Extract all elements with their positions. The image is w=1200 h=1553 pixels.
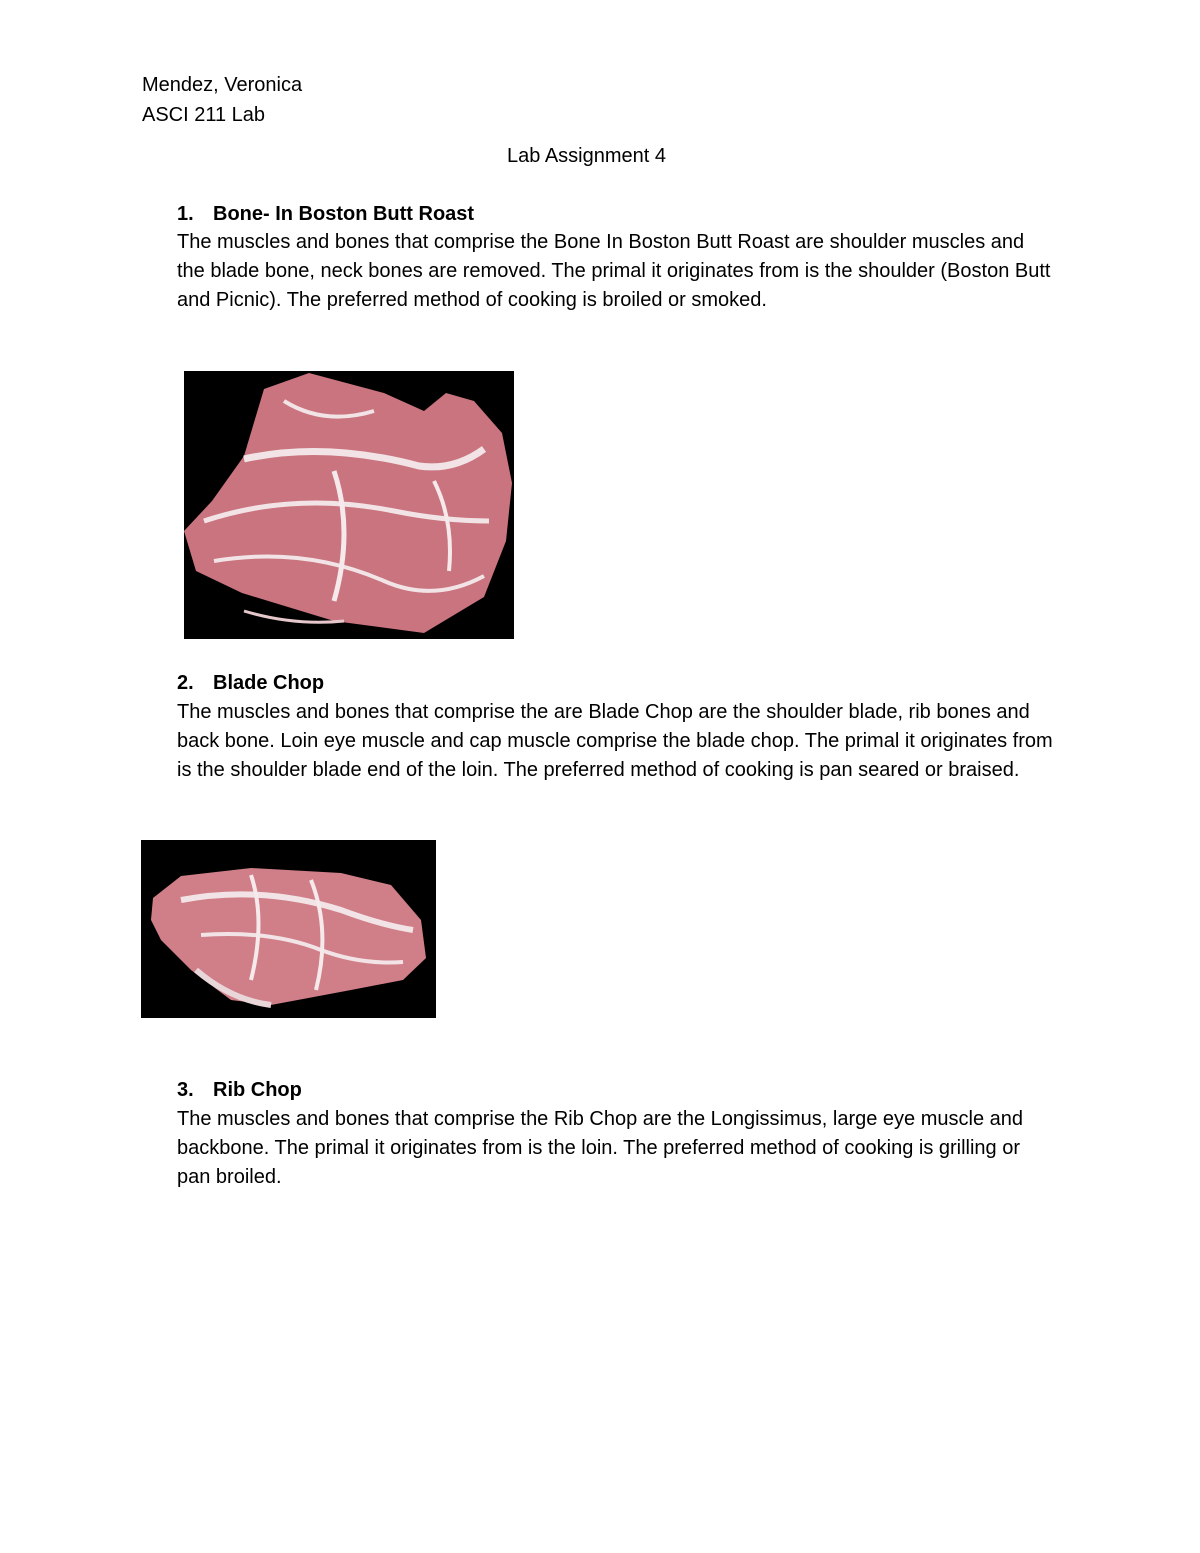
section-number: 3.	[177, 1079, 194, 1101]
section-3-body: The muscles and bones that comprise the Rib Chop are the Longissimus, large eye muscle and backbone. The primal it originates from is the loin. The preferred method of cooking is grilling or pan broiled.	[177, 1108, 1024, 1188]
section-title: Rib Chop	[213, 1079, 302, 1101]
blade-chop-photo	[141, 840, 436, 1018]
section-title: Bone- In Boston Butt Roast	[213, 203, 475, 225]
document-title: Lab Assignment 4	[507, 145, 666, 167]
section-2-heading	[177, 669, 324, 698]
section-3-heading	[177, 1076, 302, 1105]
section-number: 2.	[177, 672, 194, 694]
section-title: Blade Chop	[213, 672, 325, 694]
section-1-body: The muscles and bones that comprise the Bone In Boston Butt Roast are shoulder muscles and the blade bone, neck bones are removed. The primal it originates from is the shoulder (Boston Butt and Picnic). The preferred method of cooking is broiled or smoked.	[177, 231, 1051, 311]
author-name: Mendez, Veronica	[142, 74, 303, 96]
section-number: 1.	[177, 203, 194, 225]
boston-butt-roast-photo	[184, 371, 514, 639]
section-1-heading	[177, 200, 474, 229]
section-2-body: The muscles and bones that comprise the are Blade Chop are the shoulder blade, rib bones and back bone. Loin eye muscle and cap muscle comprise the blade chop. The primal it originates from is the shoulder blade end of the loin. The preferred method of cooking is pan seared or braised.	[177, 701, 1053, 781]
course-name: ASCI 211 Lab	[142, 104, 266, 126]
